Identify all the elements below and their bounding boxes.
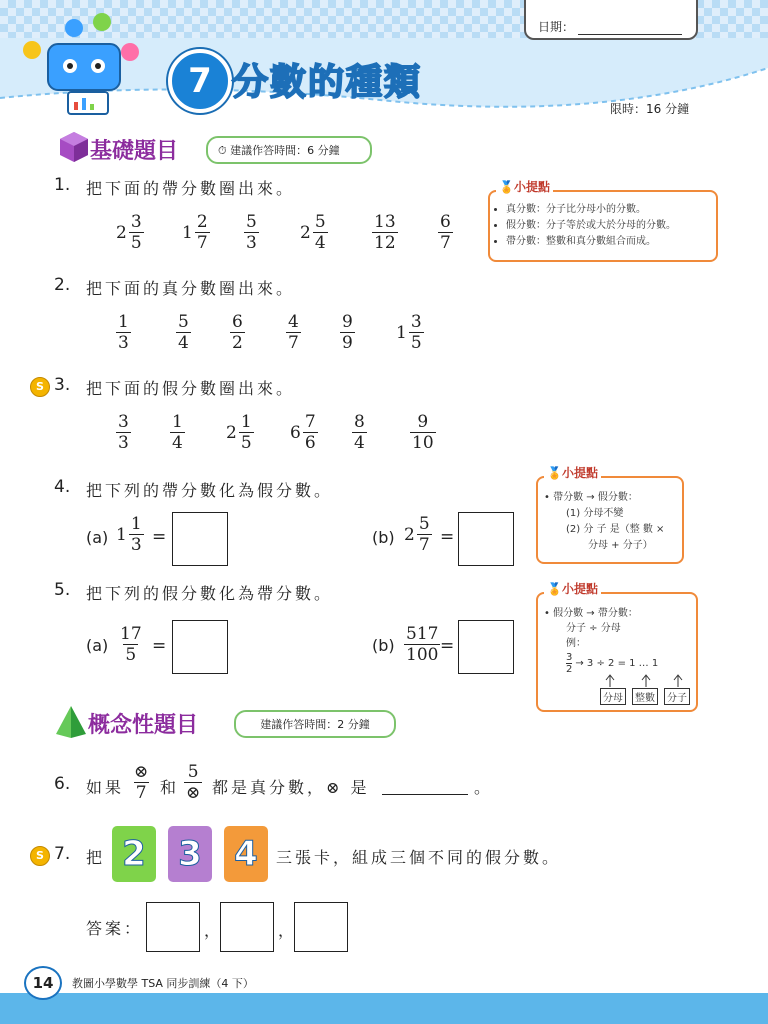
page-number: 14 xyxy=(24,966,62,1000)
q4-a-label: (a) xyxy=(86,528,109,547)
time-limit: 限時：16 分鐘 xyxy=(610,102,690,116)
section-basic-time-text: 建議作答時間：6 分鐘 xyxy=(230,144,340,157)
tip1-item: • 帶分數：整數和真分數組合而成。 xyxy=(506,234,716,250)
q3-fraction[interactable]: $\frac{9}{10}$ xyxy=(412,412,434,453)
purple-cube-icon xyxy=(58,130,90,164)
q6-prefix: 如果 xyxy=(86,778,125,797)
q4-a-fraction: 1 $\frac{1}{3}$ xyxy=(116,514,142,555)
tip3-label-whole: 整數 xyxy=(632,688,658,705)
q2-fraction[interactable]: $\frac{4}{7}$ xyxy=(288,312,299,353)
star-badge-icon: S xyxy=(30,377,50,397)
q7-separator: ， xyxy=(204,921,221,940)
number-card-2: 2 xyxy=(112,826,156,882)
q5-text: 把下列的假分數化為帶分數。 xyxy=(86,584,334,603)
q3-text: 把下面的假分數圈出來。 xyxy=(86,379,296,398)
q7-prefix: 把 xyxy=(86,848,106,867)
tip2-line: 分母 + 分子） xyxy=(588,540,653,551)
q2-number: 2. xyxy=(54,275,71,295)
star-badge-icon: S xyxy=(30,846,50,866)
q5-a-label: (a) xyxy=(86,636,109,655)
q7-answer-box-2[interactable] xyxy=(220,902,274,952)
tip-box-2 xyxy=(536,476,684,564)
q4-b-fraction: 2 $\frac{5}{7}$ xyxy=(404,514,430,555)
stopwatch-icon: ⏱ xyxy=(218,144,227,157)
q5-a-fraction: $\frac{17}{5}$ xyxy=(120,624,142,665)
q4-a-answer-box[interactable] xyxy=(172,512,228,566)
q5-a-answer-box[interactable] xyxy=(172,620,228,674)
q6-end: 。 xyxy=(474,778,494,797)
q6-mid: 和 xyxy=(160,778,180,797)
tip-box-1 xyxy=(488,190,718,262)
q6-answer-blank[interactable] xyxy=(382,794,468,795)
q7-answer-label: 答案： xyxy=(86,919,144,938)
q5-b-equals: = xyxy=(440,636,455,656)
section-basic-title: 基礎題目 xyxy=(90,139,179,164)
q7-number: 7. xyxy=(54,844,71,864)
q1-fraction[interactable]: 1 $\frac{2}{7}$ xyxy=(182,212,208,253)
q4-b-answer-box[interactable] xyxy=(458,512,514,566)
q7-suffix: 三張卡，組成三個不同的假分數。 xyxy=(276,848,562,867)
tip3-example: 3 2 → 3 ÷ 2 = 1 … 1 xyxy=(566,652,659,675)
q3-fraction[interactable]: $\frac{8}{4}$ xyxy=(354,412,365,453)
q5-b-label: (b) xyxy=(372,636,395,655)
tip3-line: 分子 ÷ 分母 xyxy=(566,623,621,634)
tip1-heading: 🏅小提點 xyxy=(496,178,553,195)
q7-answer-box-3[interactable] xyxy=(294,902,348,952)
q2-fraction[interactable]: $\frac{6}{2}$ xyxy=(232,312,243,353)
q5-number: 5. xyxy=(54,580,71,600)
q3-fraction[interactable]: 6 $\frac{7}{6}$ xyxy=(290,412,316,453)
q2-fraction[interactable]: $\frac{9}{9}$ xyxy=(342,312,353,353)
chapter-number-badge: 7 xyxy=(168,49,232,113)
tip2-line: (1) 分母不變 xyxy=(566,508,624,519)
tip3-label-numer: 分子 xyxy=(664,688,690,705)
tip1-item: • 假分數：分子等於或大於分母的分數。 xyxy=(506,218,716,234)
q4-number: 4. xyxy=(54,477,71,497)
robot-mascot-icon xyxy=(12,10,142,120)
footer-band xyxy=(0,993,768,1024)
tip3-line: 例： xyxy=(566,638,586,649)
q4-a-equals: = xyxy=(152,527,167,547)
q3-fraction[interactable]: $\frac{1}{4}$ xyxy=(172,412,183,453)
q7-answer-box-1[interactable] xyxy=(146,902,200,952)
tip2-line: (2) 分 子 是（整 數 × xyxy=(566,524,665,535)
q4-text: 把下列的帶分數化為假分數。 xyxy=(86,481,334,500)
number-card-3: 3 xyxy=(168,826,212,882)
q6-suffix: 都是真分數，⊗ 是 xyxy=(212,778,370,797)
q1-text: 把下面的帶分數圈出來。 xyxy=(86,179,296,198)
footer-book-title: 教圖小學數學 TSA 同步訓練（4 下） xyxy=(72,977,254,990)
q3-number: 3. xyxy=(54,375,71,395)
q1-fraction[interactable]: $\frac{5}{3}$ xyxy=(246,212,257,253)
q1-fraction[interactable]: 2 $\frac{3}{5}$ xyxy=(116,212,142,253)
q4-b-label: (b) xyxy=(372,528,395,547)
tip1-item: • 真分數：分子比分母小的分數。 xyxy=(506,202,716,218)
q6-fraction-1: $\frac{\otimes}{7}$ xyxy=(134,762,149,803)
q1-fraction[interactable]: $\frac{6}{7}$ xyxy=(440,212,451,253)
tip3-heading: 🏅小提點 xyxy=(544,580,601,597)
tip3-label-den: 分母 xyxy=(600,688,626,705)
section-concept-title: 概念性題目 xyxy=(88,713,199,738)
date-input-line[interactable] xyxy=(578,34,682,35)
tip2-heading: 🏅小提點 xyxy=(544,464,601,481)
q5-a-equals: = xyxy=(152,636,167,656)
q2-fraction[interactable]: $\frac{5}{4}$ xyxy=(178,312,189,353)
tip2-line: • 帶分數 → 假分數： xyxy=(544,492,638,503)
date-label: 日期： xyxy=(538,20,575,34)
q1-fraction[interactable]: 2 $\frac{5}{4}$ xyxy=(300,212,326,253)
q4-b-equals: = xyxy=(440,527,455,547)
tip3-arrows-icon xyxy=(598,674,694,688)
q1-fraction[interactable]: $\frac{13}{12}$ xyxy=(374,212,396,253)
tip3-line: • 假分數 → 帶分數： xyxy=(544,608,638,619)
page-title: 分數的種類 xyxy=(232,62,423,103)
number-card-4: 4 xyxy=(224,826,268,882)
q3-fraction[interactable]: 2 $\frac{1}{5}$ xyxy=(226,412,252,453)
tip-box-3 xyxy=(536,592,698,712)
q3-fraction[interactable]: $\frac{3}{3}$ xyxy=(118,412,129,453)
q1-number: 1. xyxy=(54,175,71,195)
q2-fraction[interactable]: 1 $\frac{3}{5}$ xyxy=(396,312,422,353)
q6-number: 6. xyxy=(54,774,71,794)
green-pyramid-icon xyxy=(54,704,88,740)
q2-fraction[interactable]: $\frac{1}{3}$ xyxy=(118,312,129,353)
q5-b-fraction: $\frac{517}{100}$ xyxy=(406,624,439,665)
section-basic-time-hint xyxy=(206,136,372,164)
q5-b-answer-box[interactable] xyxy=(458,620,514,674)
q2-text: 把下面的真分數圈出來。 xyxy=(86,279,296,298)
q7-separator: ， xyxy=(278,921,295,940)
q6-fraction-2: $\frac{5}{\otimes}$ xyxy=(186,762,201,803)
section-concept-time-hint: 建議作答時間：2 分鐘 xyxy=(234,710,396,738)
